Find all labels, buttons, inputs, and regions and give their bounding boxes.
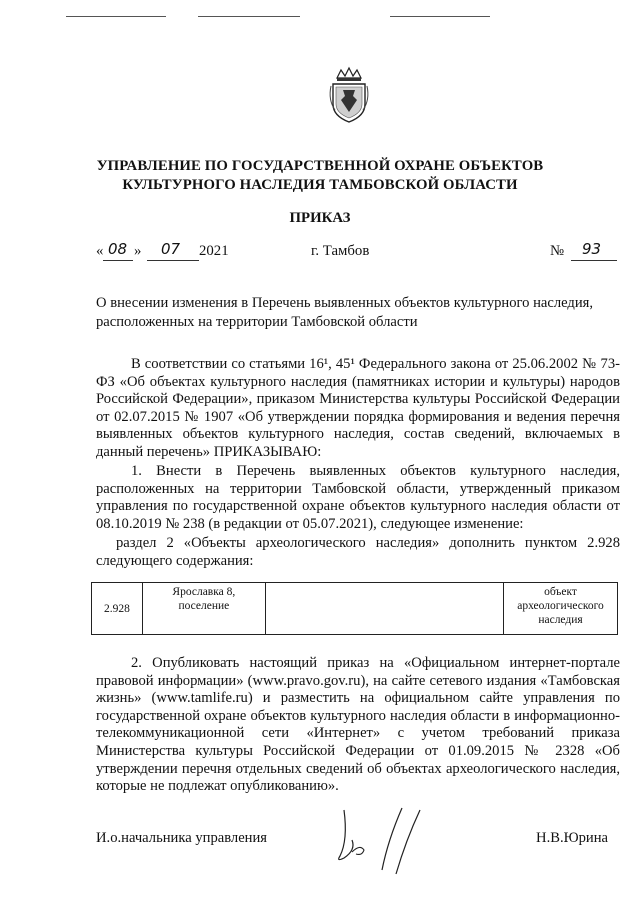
subject-line-1: О внесении изменения в Перечень выявленных объектов культурного наследия, [96, 295, 594, 311]
table-cell-location [265, 583, 503, 635]
subject-line-2: расположенных на территории Тамбовской области [96, 314, 418, 330]
order-number-underline [571, 260, 617, 261]
objects-table [91, 582, 618, 635]
coat-of-arms-emblem [327, 64, 371, 124]
top-rule-1 [66, 16, 166, 17]
top-rule-2 [198, 16, 300, 17]
handwritten-signature [322, 800, 442, 880]
table-row [92, 583, 618, 635]
item-1-paragraph: 1. Внести в Перечень выявленных объектов культурного наследия, расположенных на территории Тамбовской области, утвержденный приказом управления по государственной охране объектов культурного наследия области от 08.10.2019 № 238 (в редакции от 05.07.2021), следующее изменение: [96, 463, 620, 532]
date-quote-close: » [134, 243, 142, 259]
date-day: 08 [108, 240, 128, 258]
signatory-position: И.о.начальника управления [96, 830, 268, 846]
date-quote-open: « [96, 243, 104, 259]
date-day-underline [103, 260, 133, 261]
agency-name-line-1: УПРАВЛЕНИЕ ПО ГОСУДАРСТВЕННОЙ ОХРАНЕ ОБЪЕКТОВ [96, 158, 544, 174]
number-sign: № [550, 243, 565, 259]
document-type-title: ПРИКАЗ [289, 210, 351, 226]
date-month-underline [147, 260, 199, 261]
date-year: 2021 [199, 243, 229, 259]
table-cell-object-name: Ярославка 8, поселение [142, 583, 265, 635]
city: г. Тамбов [311, 243, 370, 259]
document-subject [96, 294, 620, 332]
item-2-paragraph: 2. Опубликовать настоящий приказ на «Официальном интернет-портале правовой информации» (www.pravo.gov.ru), на сайте сетевого издания «Тамбовская жизнь» (www.tamlife.ru) и разместить на официальном сайте управления по государственной охране объектов культурного наследия области в информационно-телекоммуникационной сети «Интернет» с учетом требований приказа Министерства культуры Российской Федерации от 01.09.2015 № 2328 «Об утверждении перечня отдельных сведений об объектах археологического наследия, которые не подлежат опубликованию». [96, 655, 620, 795]
preamble-paragraph: В соответствии со статьями 16¹, 45¹ Федерального закона от 25.06.2002 № 73-ФЗ «Об объектах культурного наследия (памятниках истории и культуры) народов Российской Федерации», приказом Министерства культуры Российской Федерации от 02.07.2015 № 1907 «Об утверждении порядка формирования и ведения перечня выявленных объектов культурного наследия, состав сведений, включаемых в данный перечень» ПРИКАЗЫВАЮ: [96, 356, 620, 460]
agency-name-line-2: КУЛЬТУРНОГО НАСЛЕДИЯ ТАМБОВСКОЙ ОБЛАСТИ [122, 177, 518, 193]
item-1-subparagraph: раздел 2 «Объекты археологического наследия» дополнить пунктом 2.928 следующего содержания: [96, 535, 620, 569]
top-rule-3 [390, 16, 490, 17]
date-month: 07 [161, 240, 181, 258]
table-cell-object-kind: объект археологического наследия [504, 583, 618, 635]
order-number: 93 [582, 240, 602, 258]
signatory-name: Н.В.Юрина [536, 830, 608, 846]
table-cell-number: 2.928 [92, 583, 143, 635]
